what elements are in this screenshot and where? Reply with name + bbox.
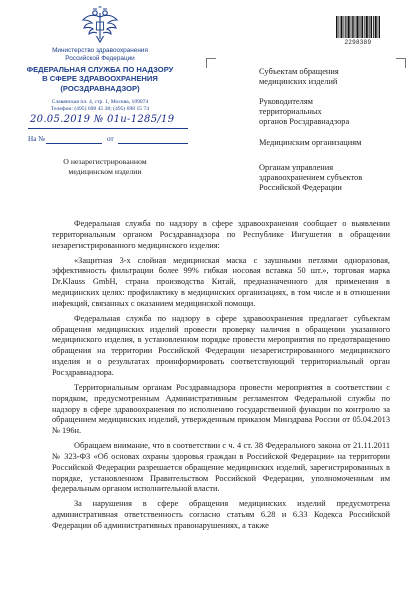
service-line-1: ФЕДЕРАЛЬНАЯ СЛУЖБА ПО НАДЗОРУ — [26, 65, 174, 74]
reference-number-line — [46, 143, 102, 144]
recipient-2-line-2: территориальных — [259, 107, 322, 116]
body-paragraph-4: Территориальным органам Росздравнадзора провести мероприятия в соответствии с порядком, предусмотренным Административным регламентом Федеральной службы по надзору в сфере здравоохранения по исполнению государственной функции по контролю за обращением медицинских изделий, утвержденным приказом Минздрава России от 05.04.2013 № 196н. — [52, 382, 390, 436]
service-name — [20, 65, 180, 93]
address — [20, 99, 180, 114]
recipient-3-line-1: Медицинским организациям — [259, 138, 362, 147]
reference-date-line — [118, 143, 188, 144]
reference-label: На № — [28, 135, 46, 143]
barcode-number: 2298389 — [344, 40, 372, 46]
barcode-icon — [336, 16, 380, 38]
service-line-2: В СФЕРЕ ЗДРАВООХРАНЕНИЯ — [42, 74, 158, 84]
body-paragraph-3: Федеральная служба по надзору в сфере здравоохранения предлагает субъектам обращения медицинских изделий провести проверку наличия в обращении указанного медицинского изделия, в установленном порядке провести мероприятия по предотвращению обращения на территории Российской Федерации незарегистрированного медицинского изделия и о результатах проинформировать соответствующий территориальный орган Росздравнадзора. — [52, 313, 390, 377]
letter-body — [52, 219, 390, 536]
recipient-4-line-3: Российской Федерации — [259, 183, 342, 192]
recipient-4-line-1: Органам управления — [259, 163, 334, 172]
recipient-1-line-1: Субъектам обращения — [259, 67, 339, 76]
corner-mark-left — [206, 58, 216, 68]
body-paragraph-6: За нарушения в сфере обращения медицинских изделий предусмотрена административная ответственность согласно статьям 6.28 и 6.33 Кодекса Российской Федерации об административных правонарушениях, а также — [52, 499, 390, 530]
subject-line-1: О незарегистрированном — [63, 157, 147, 166]
ministry-line-2: Российской Федерации — [65, 55, 135, 62]
recipient-4 — [259, 163, 409, 193]
recipient-1-line-2: медицинских изделий — [259, 77, 338, 86]
reference-from-label: от — [107, 135, 114, 143]
registration-date-number: 20.05.2019 № 01и-1285/19 — [30, 114, 175, 125]
service-line-3: (РОСЗДРАВНАДЗОР) — [60, 83, 140, 93]
recipient-2 — [259, 97, 409, 127]
body-paragraph-2: «Защитная 3-х слойная медицинская маска с заушными петлями одноразовая, эффективность фильтрации более 99% гибкая носовая вставка 50 шт.», торговая марка Dr.Klauss GmbH, страна производства Китай, предназначенного для применения в медицинских целях: профилактику в медицинских организациях, в том числе и в отношении инфекций, связанных с оказанием медицинской помощи. — [52, 255, 390, 308]
address-line-2: Телефон: (495) 698 45 38; (495) 698 15 74 — [50, 106, 150, 113]
emblem-icon — [78, 6, 122, 46]
recipient-2-line-1: Руководителям — [259, 97, 313, 106]
body-paragraph-5: Обращаем внимание, что в соответствии с ч. 4 ст. 38 Федерального закона от 21.11.2011 № 323-ФЗ «Об основах охраны здоровья граждан в Российской Федерации» на территории Российской Федерации разрешается обращение медицинских изделий, зарегистрированных в порядке, установленном Правительством Российской Федерации, уполномоченным им федеральным органом исполнительной власти. — [52, 441, 390, 494]
ministry-line-1: Министерство здравоохранения — [52, 47, 148, 54]
date-underline — [28, 128, 188, 129]
body-paragraph-1: Федеральная служба по надзору в сфере здравоохранения сообщает о выявлении территориальным органом Росздравнадзора по Республике Ингушетия в обращении незарегистрированного медицинского изделия: — [52, 219, 390, 250]
recipient-1 — [259, 67, 409, 87]
subject-line-2: медицинском изделии — [68, 166, 142, 176]
letter-subject — [20, 157, 190, 177]
recipient-2-line-3: органов Росздравнадзора — [259, 117, 350, 126]
address-line-1: Славянская пл. 4, стр. 1, Москва, 109074 — [51, 99, 149, 105]
recipient-4-line-2: здравоохранением субъектов — [259, 173, 363, 182]
ministry-name — [20, 47, 180, 63]
recipient-3 — [259, 138, 409, 148]
